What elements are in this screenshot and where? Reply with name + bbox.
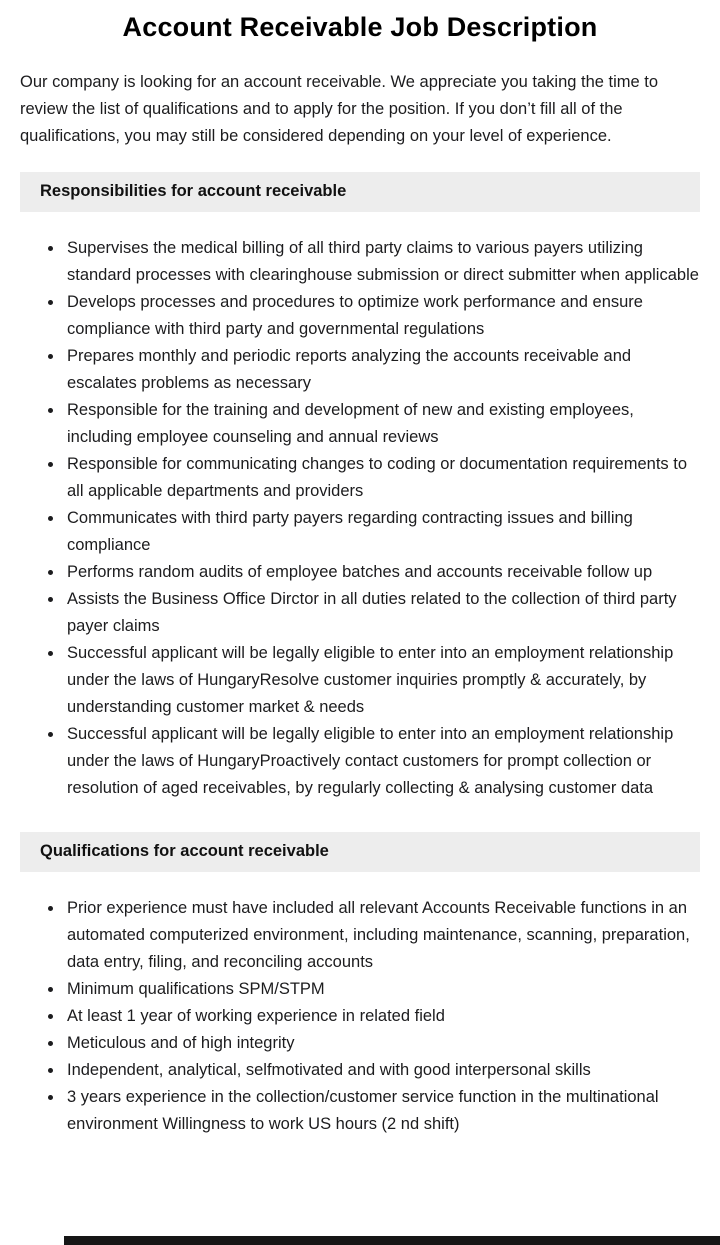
list-item: • Meticulous and of high integrity bbox=[64, 1030, 700, 1057]
responsibilities-heading: Responsibilities for account receivable bbox=[20, 172, 700, 212]
section-responsibilities bbox=[20, 172, 700, 802]
list-item: • Supervises the medical billing of all third party claims to various payers utilizing standard processes with clearinghouse submission or direct submitter when applicable bbox=[64, 235, 700, 289]
intro-paragraph: Our company is looking for an account receivable. We appreciate you taking the time to review the list of qualifications and to apply for the position. If you don’t fill all of the qualifications, you may still be considered depending on your level of experience. bbox=[20, 73, 659, 145]
page-title: Account Receivable Job Description bbox=[122, 12, 598, 42]
list-item: • Prior experience must have included all relevant Accounts Receivable functions in an automated computerized environment, including maintenance, scanning, preparation, data entry, filing, and reconciling accounts bbox=[64, 895, 700, 976]
section-qualifications bbox=[20, 832, 700, 1138]
list-item: • Assists the Business Office Dirctor in all duties related to the collection of third party payer claims bbox=[64, 586, 700, 640]
list-item: • Performs random audits of employee batches and accounts receivable follow up bbox=[64, 559, 700, 586]
list-item: • 3 years experience in the collection/customer service function in the multinational environment Willingness to work US hours (2 nd shift) bbox=[64, 1084, 700, 1138]
responsibilities-list bbox=[20, 235, 700, 802]
qualifications-heading: Qualifications for account receivable bbox=[20, 832, 700, 872]
qualifications-list bbox=[20, 895, 700, 1138]
list-item: • Prepares monthly and periodic reports analyzing the accounts receivable and escalates problems as necessary bbox=[64, 343, 700, 397]
list-item: • Responsible for communicating changes to coding or documentation requirements to all applicable departments and providers bbox=[64, 451, 700, 505]
list-item: • Successful applicant will be legally eligible to enter into an employment relationship under the laws of HungaryProactively contact customers for prompt collection or resolution of aged receivables, by regularly collecting & analysing customer data bbox=[64, 721, 700, 802]
list-item: • Communicates with third party payers regarding contracting issues and billing compliance bbox=[64, 505, 700, 559]
list-item: • Successful applicant will be legally eligible to enter into an employment relationship under the laws of HungaryResolve customer inquiries promptly & accurately, by understanding customer market & needs bbox=[64, 640, 700, 721]
list-item: • Responsible for the training and development of new and existing employees, including employee counseling and annual reviews bbox=[64, 397, 700, 451]
list-item: • Independent, analytical, selfmotivated and with good interpersonal skills bbox=[64, 1057, 700, 1084]
list-item: • Minimum qualifications SPM/STPM bbox=[64, 976, 700, 1003]
list-item: • At least 1 year of working experience in related field bbox=[64, 1003, 700, 1030]
footer-bar bbox=[64, 1236, 720, 1245]
list-item: • Develops processes and procedures to optimize work performance and ensure compliance with third party and governmental regulations bbox=[64, 289, 700, 343]
